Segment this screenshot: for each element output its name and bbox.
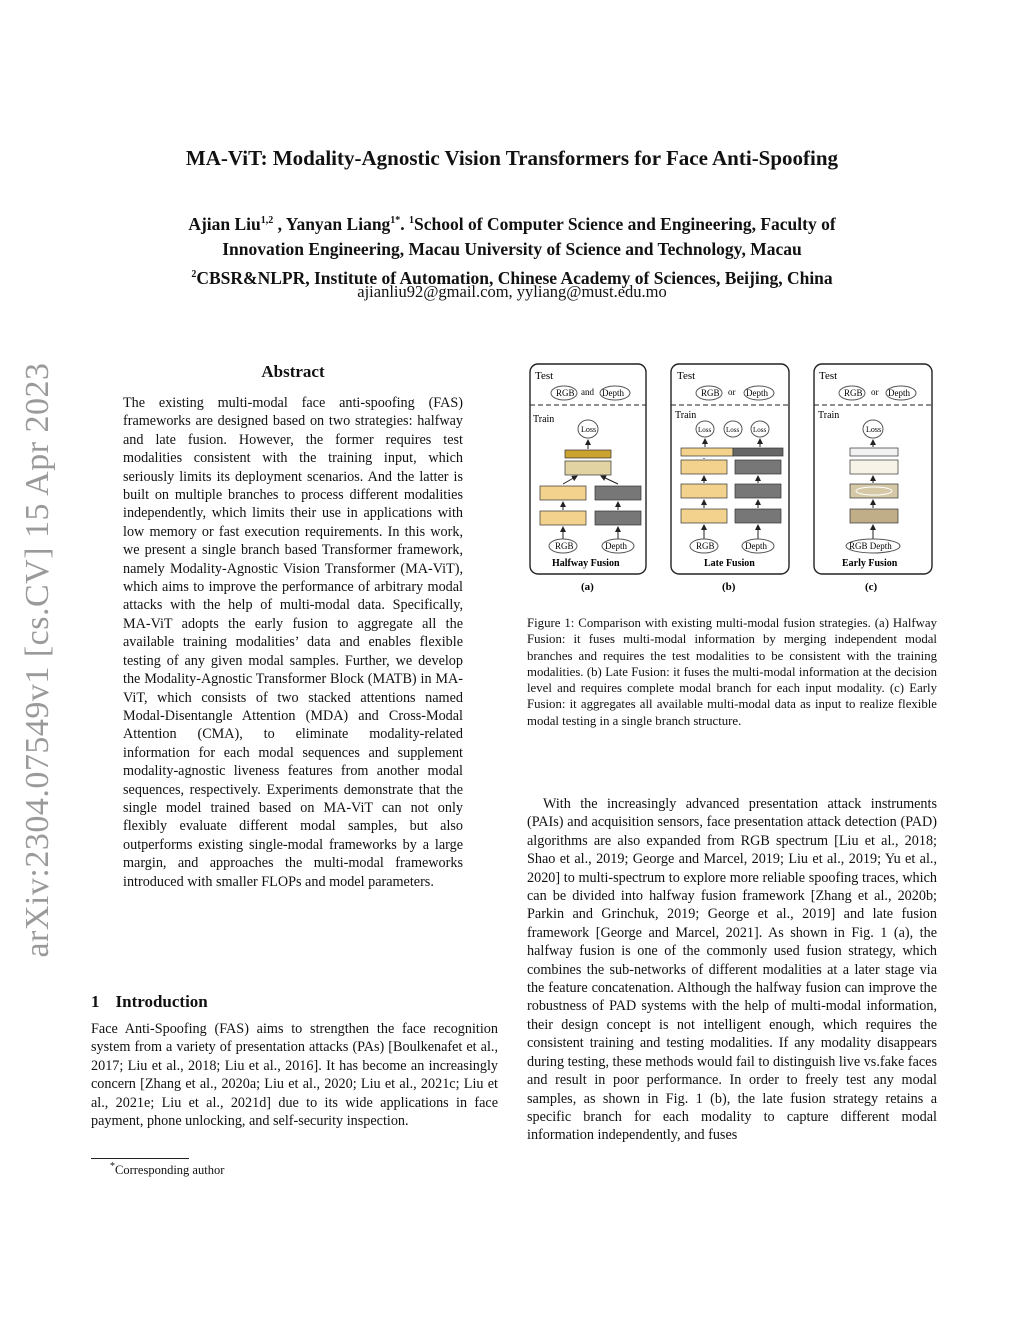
abstract-heading: Abstract (261, 362, 325, 381)
svg-text:Train: Train (533, 414, 555, 425)
svg-text:RGB: RGB (556, 388, 575, 398)
author-line-1: Ajian Liu$^{1,2}$ , Yanyan Liang$^{1*}$. $^1$School of Computer Science and Engineering, Faculty of (188, 213, 836, 234)
svg-text:Loss: Loss (753, 426, 767, 434)
svg-text:Loss: Loss (698, 426, 712, 434)
svg-text:Loss: Loss (866, 425, 882, 434)
svg-text:Late Fusion: Late Fusion (704, 558, 755, 569)
arxiv-watermark: arXiv:2304.07549v1 [cs.CV] 15 Apr 2023 (19, 362, 56, 958)
section-heading-introduction: 1 Introduction (91, 992, 208, 1011)
svg-text:Depth: Depth (888, 388, 910, 398)
svg-text:Depth: Depth (746, 388, 768, 398)
svg-text:(c): (c) (865, 581, 878, 593)
svg-text:Train: Train (675, 410, 697, 421)
panel-halfway-fusion (530, 364, 646, 593)
svg-text:RGB: RGB (701, 388, 720, 398)
svg-text:RGB Depth: RGB Depth (849, 541, 892, 551)
author-line-3: $^2$CBSR&NLPR, Institute of Automation, Chinese Academy of Sciences, Beijing, China (191, 267, 833, 288)
svg-text:Halfway Fusion: Halfway Fusion (552, 558, 620, 569)
svg-text:RGB: RGB (555, 541, 574, 551)
abstract-body: The existing multi-modal face anti-spoofing (FAS) frameworks are designed based on two strategies: halfway and late fusion. However, the former requires test modalities consistent with the training input, which seriously limits its deployment scenarios. And the latter is built on multiple branches to process different modalities independently, which limits their use in applications with low memory or fast execution requirements. In this work, we present a single branch based Transformer framework, namely Modality-Agnostic Vision Transformer (MA-ViT), which aims to improve the performance of arbitrary modal attacks with the help of multi-modal data. Specifically, MA-ViT adopts the early fusion to aggregate all the available training modalities’ data and enables flexible testing of any given modal samples. Further, we develop the Modality-Agnostic Transformer Block (MATB) in MA-ViT, which consists of two stacked attentions named Modal-Disentangle Attention (MDA) and Cross-Modal Attention (CMA), to eliminate modality-related information for each modal sequences and supplement modality-agnostic liveness features from another modal sequences, respectively. Experiments demonstrate that the single model trained based on MA-ViT can not only flexibly evaluate different modal samples, but also outperforms existing single-modal frameworks by a large margin, and approaches the multi-modal frameworks introduced with smaller FLOPs and model parameters. (123, 395, 463, 890)
svg-text:Loss: Loss (726, 426, 740, 434)
figure-1-diagram (527, 360, 937, 600)
paper-title: MA-ViT: Modality-Agnostic Vision Transformers for Face Anti-Spoofing (185, 146, 839, 170)
right-column-paragraph: With the increasingly advanced presentation attack instruments (PAIs) and acquisition sensors, face presentation attack detection (PAD) algorithms are also expanded from RGB spectrum [Liu et al., 2018; Shao et al., 2019; George and Marcel, 2019; Liu et al., 2019; Yu et al., 2020] to multi-spectrum to explore more reliable spoofing traces, which can be divided into halfway fusion framework [Zhang et al., 2020b; Parkin and Grinchuk, 2019; George et al., 2019] and late fusion framework [George and Marcel, 2021]. As shown in Fig. 1 (a), the halfway fusion is one of the commonly used fusion strategy, which combines the sub-networks of different modalities at a later stage via the feature concatenation. Although the halfway fusion can improve the robustness of PAD systems with the help of multi-modal information, their design concept is not intelligent enough, which requires the consistent training and testing modalities. If any modality disappears during testing, these methods would fail to distinguish live vs.fake faces and result in poor performance. In order to freely test any modal samples, as shown in Fig. 1 (b), the late fusion strategy retains a specific branch for each modality to capture different modal information independently, and fuses (527, 796, 937, 1144)
footnote: *Corresponding author (110, 1161, 225, 1178)
test-label: Test (535, 370, 554, 382)
svg-text:RGB: RGB (844, 388, 863, 398)
svg-text:Depth: Depth (745, 541, 767, 551)
panel-late-fusion (671, 364, 789, 593)
panel-early-fusion (814, 364, 932, 593)
svg-text:Loss: Loss (581, 425, 597, 434)
svg-text:(a): (a) (581, 581, 594, 593)
figure-1-caption: Figure 1: Comparison with existing multi-modal fusion strategies. (a) Halfway Fusion: it fuses multi-modal information by merging independent modal branches and requires the test modalities to be consistent with the training modalities. (b) Late Fusion: it fuses the multi-modal information at the decision level and requires complete modal branch for each input modality. (c) Early Fusion: it aggregates all available multi-modal data as input to realize flexible modal testing in a single branch structure. (527, 616, 937, 728)
svg-text:Train: Train (818, 410, 840, 421)
svg-text:or: or (728, 387, 736, 397)
svg-text:(b): (b) (722, 581, 736, 593)
footnote-rule (91, 1158, 189, 1159)
svg-text:and: and (581, 387, 594, 397)
svg-text:Test: Test (819, 370, 838, 382)
svg-text:Early Fusion: Early Fusion (842, 558, 898, 569)
svg-text:Depth: Depth (602, 388, 624, 398)
svg-text:Test: Test (677, 370, 696, 382)
author-block (100, 208, 924, 291)
author-line-2: Innovation Engineering, Macau University of Science and Technology, Macau (222, 238, 802, 259)
author-emails: ajianliu92@gmail.com, yyliang@must.edu.mo (357, 282, 667, 301)
svg-text:RGB: RGB (696, 541, 715, 551)
svg-text:or: or (871, 387, 879, 397)
introduction-paragraph: Face Anti-Spoofing (FAS) aims to strengthen the face recognition system from a variety of presentation attacks (PAs) [Boulkenafet et al., 2017; Liu et al., 2018; Liu et al., 2016]. It has become an increasingly concern [Zhang et al., 2020a; Liu et al., 2020; Liu et al., 2021c; Liu et al., 2021e; Liu et al., 2021d] due to its wide applications in face payment, phone unlocking, and self-security inspection. (91, 1021, 498, 1130)
svg-text:Depth: Depth (605, 541, 627, 551)
